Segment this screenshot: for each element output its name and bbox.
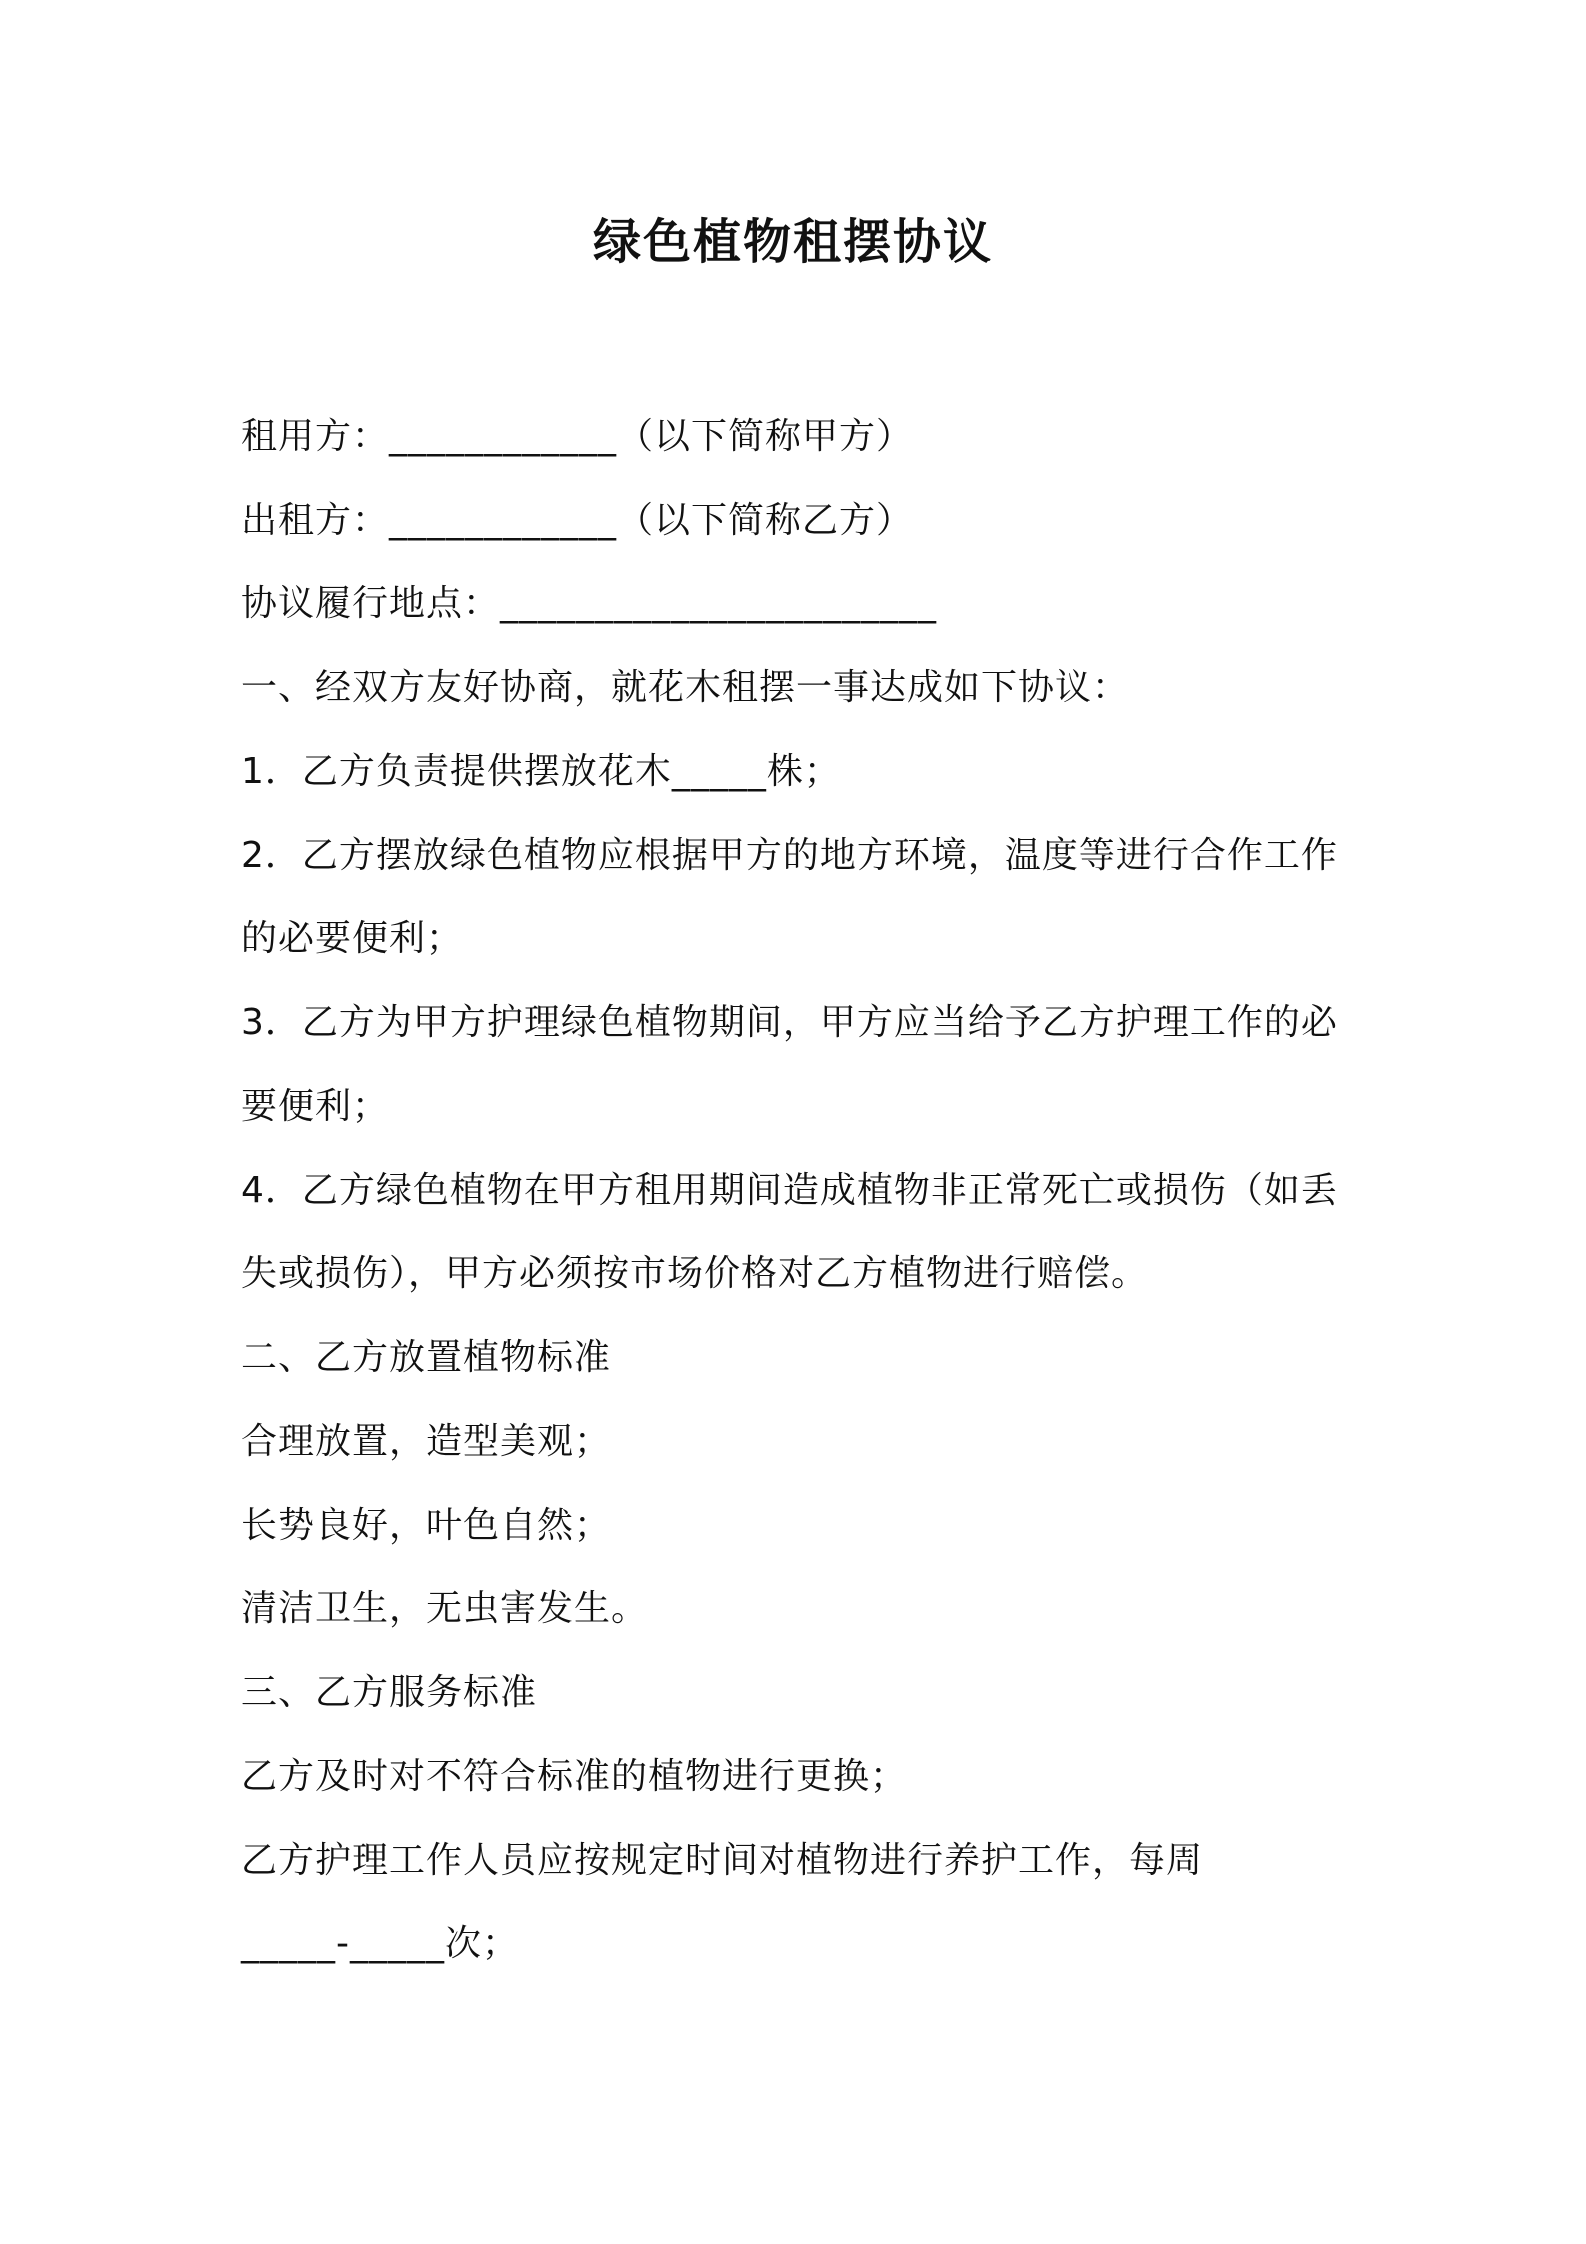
- location-line: 协议履行地点：_______________________: [241, 583, 938, 624]
- section-1-heading: 一、经双方友好协商，就花木租摆一事达成如下协议：: [241, 667, 1130, 708]
- clause-1: 1．乙方负责提供摆放花木_____株；: [241, 751, 841, 792]
- service-item-2-line-2: _____-_____次；: [241, 1923, 519, 1964]
- clause-2-line-1: 2．乙方摆放绿色植物应根据甲方的地方环境，温度等进行合作工作: [241, 835, 1338, 876]
- clause-3-line-1: 3．乙方为甲方护理绿色植物期间，甲方应当给予乙方护理工作的必: [241, 1002, 1338, 1043]
- clause-4-line-2: 失或损伤），甲方必须按市场价格对乙方植物进行赔偿。: [241, 1253, 1149, 1294]
- clause-3-line-2: 要便利；: [241, 1086, 390, 1127]
- standard-item-3: 清洁卫生，无虫害发生。: [241, 1588, 649, 1629]
- service-item-1: 乙方及时对不符合标准的植物进行更换；: [241, 1756, 908, 1797]
- lessor-line: 出租方：____________（以下简称乙方）: [241, 500, 914, 541]
- clause-4-line-1: 4．乙方绿色植物在甲方租用期间造成植物非正常死亡或损伤（如丢: [241, 1170, 1338, 1211]
- section-3-heading: 三、乙方服务标准: [241, 1672, 538, 1713]
- clause-2-line-2: 的必要便利；: [241, 918, 464, 959]
- service-item-2-line-1: 乙方护理工作人员应按规定时间对植物进行养护工作，每周: [241, 1840, 1204, 1881]
- standard-item-2: 长势良好，叶色自然；: [241, 1505, 612, 1546]
- lessee-line: 租用方：____________（以下简称甲方）: [241, 416, 914, 457]
- section-2-heading: 二、乙方放置植物标准: [241, 1337, 612, 1378]
- document-title: 绿色植物租摆协议: [592, 214, 993, 270]
- standard-item-1: 合理放置，造型美观；: [241, 1421, 612, 1462]
